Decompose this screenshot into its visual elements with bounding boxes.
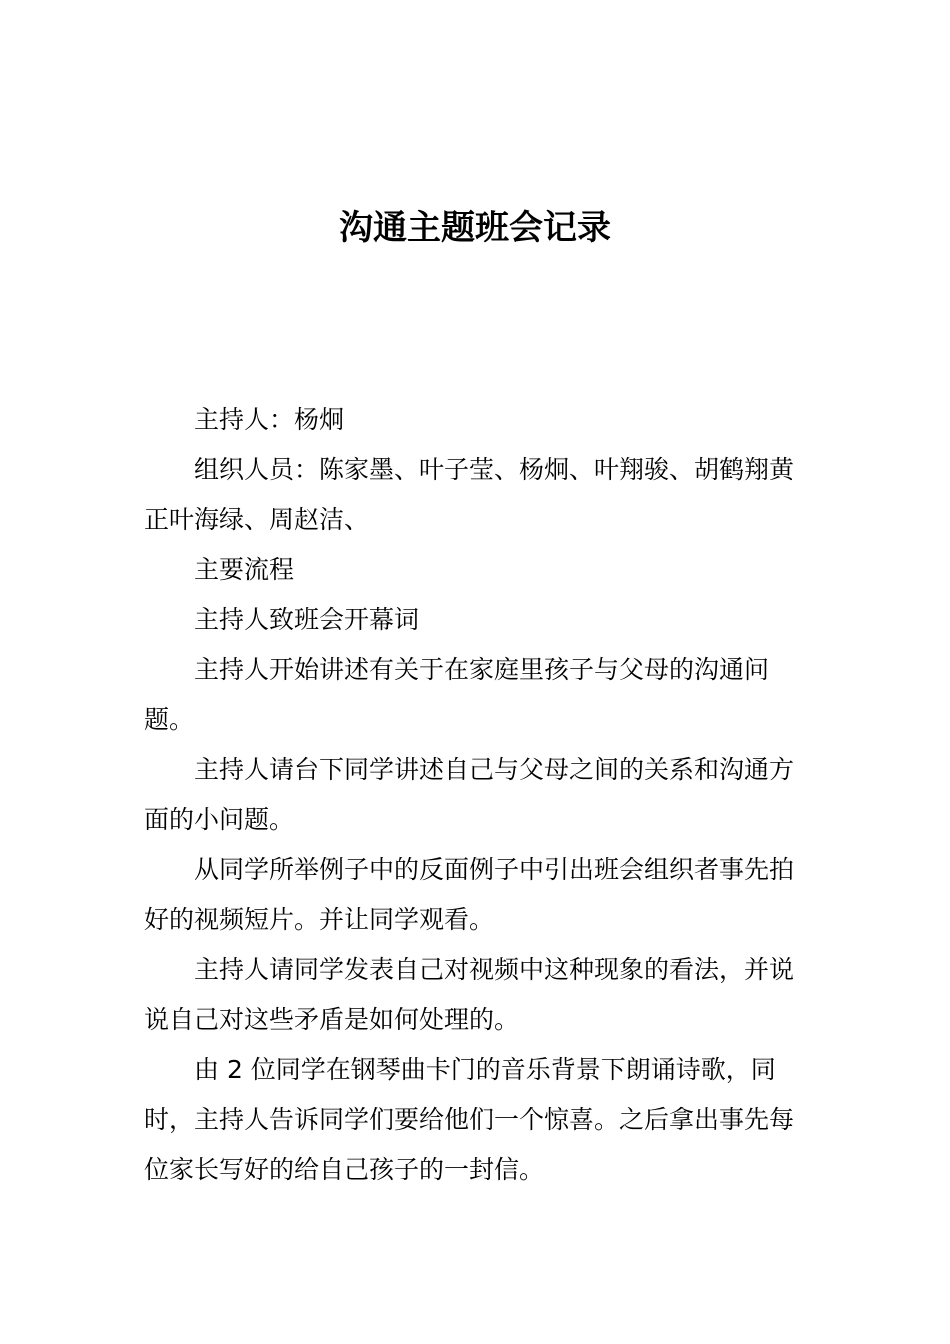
document-title: 沟通主题班会记录 [339, 208, 611, 248]
paragraph-opening: 主持人致班会开幕词 [194, 605, 420, 634]
paragraph-topic: 主持人开始讲述有关于在家庭里孩子与父母的沟通问题。 [144, 655, 770, 734]
paragraph-poem-letter: 由 2 位同学在钢琴曲卡门的音乐背景下朗诵诗歌，同时，主持人告诉同学们要给他们一个惊喜。之后拿出事先每位家长写好的给自己孩子的一封信。 [144, 1055, 795, 1184]
paragraph-discussion: 主持人请同学发表自己对视频中这种现象的看法，并说说自己对这些矛盾是如何处理的。 [144, 955, 795, 1034]
document-body [144, 395, 810, 1195]
paragraph-host: 主持人：杨炯 [194, 405, 345, 434]
paragraph-students-share: 主持人请台下同学讲述自己与父母之间的关系和沟通方面的小问题。 [144, 755, 795, 834]
paragraph-main-process: 主要流程 [194, 555, 295, 584]
paragraph-organizers: 组织人员：陈家墨、叶子莹、杨炯、叶翔骏、胡鹤翔黄正叶海绿、周赵洁、 [144, 455, 795, 534]
paragraph-video: 从同学所举例子中的反面例子中引出班会组织者事先拍好的视频短片。并让同学观看。 [144, 855, 795, 934]
